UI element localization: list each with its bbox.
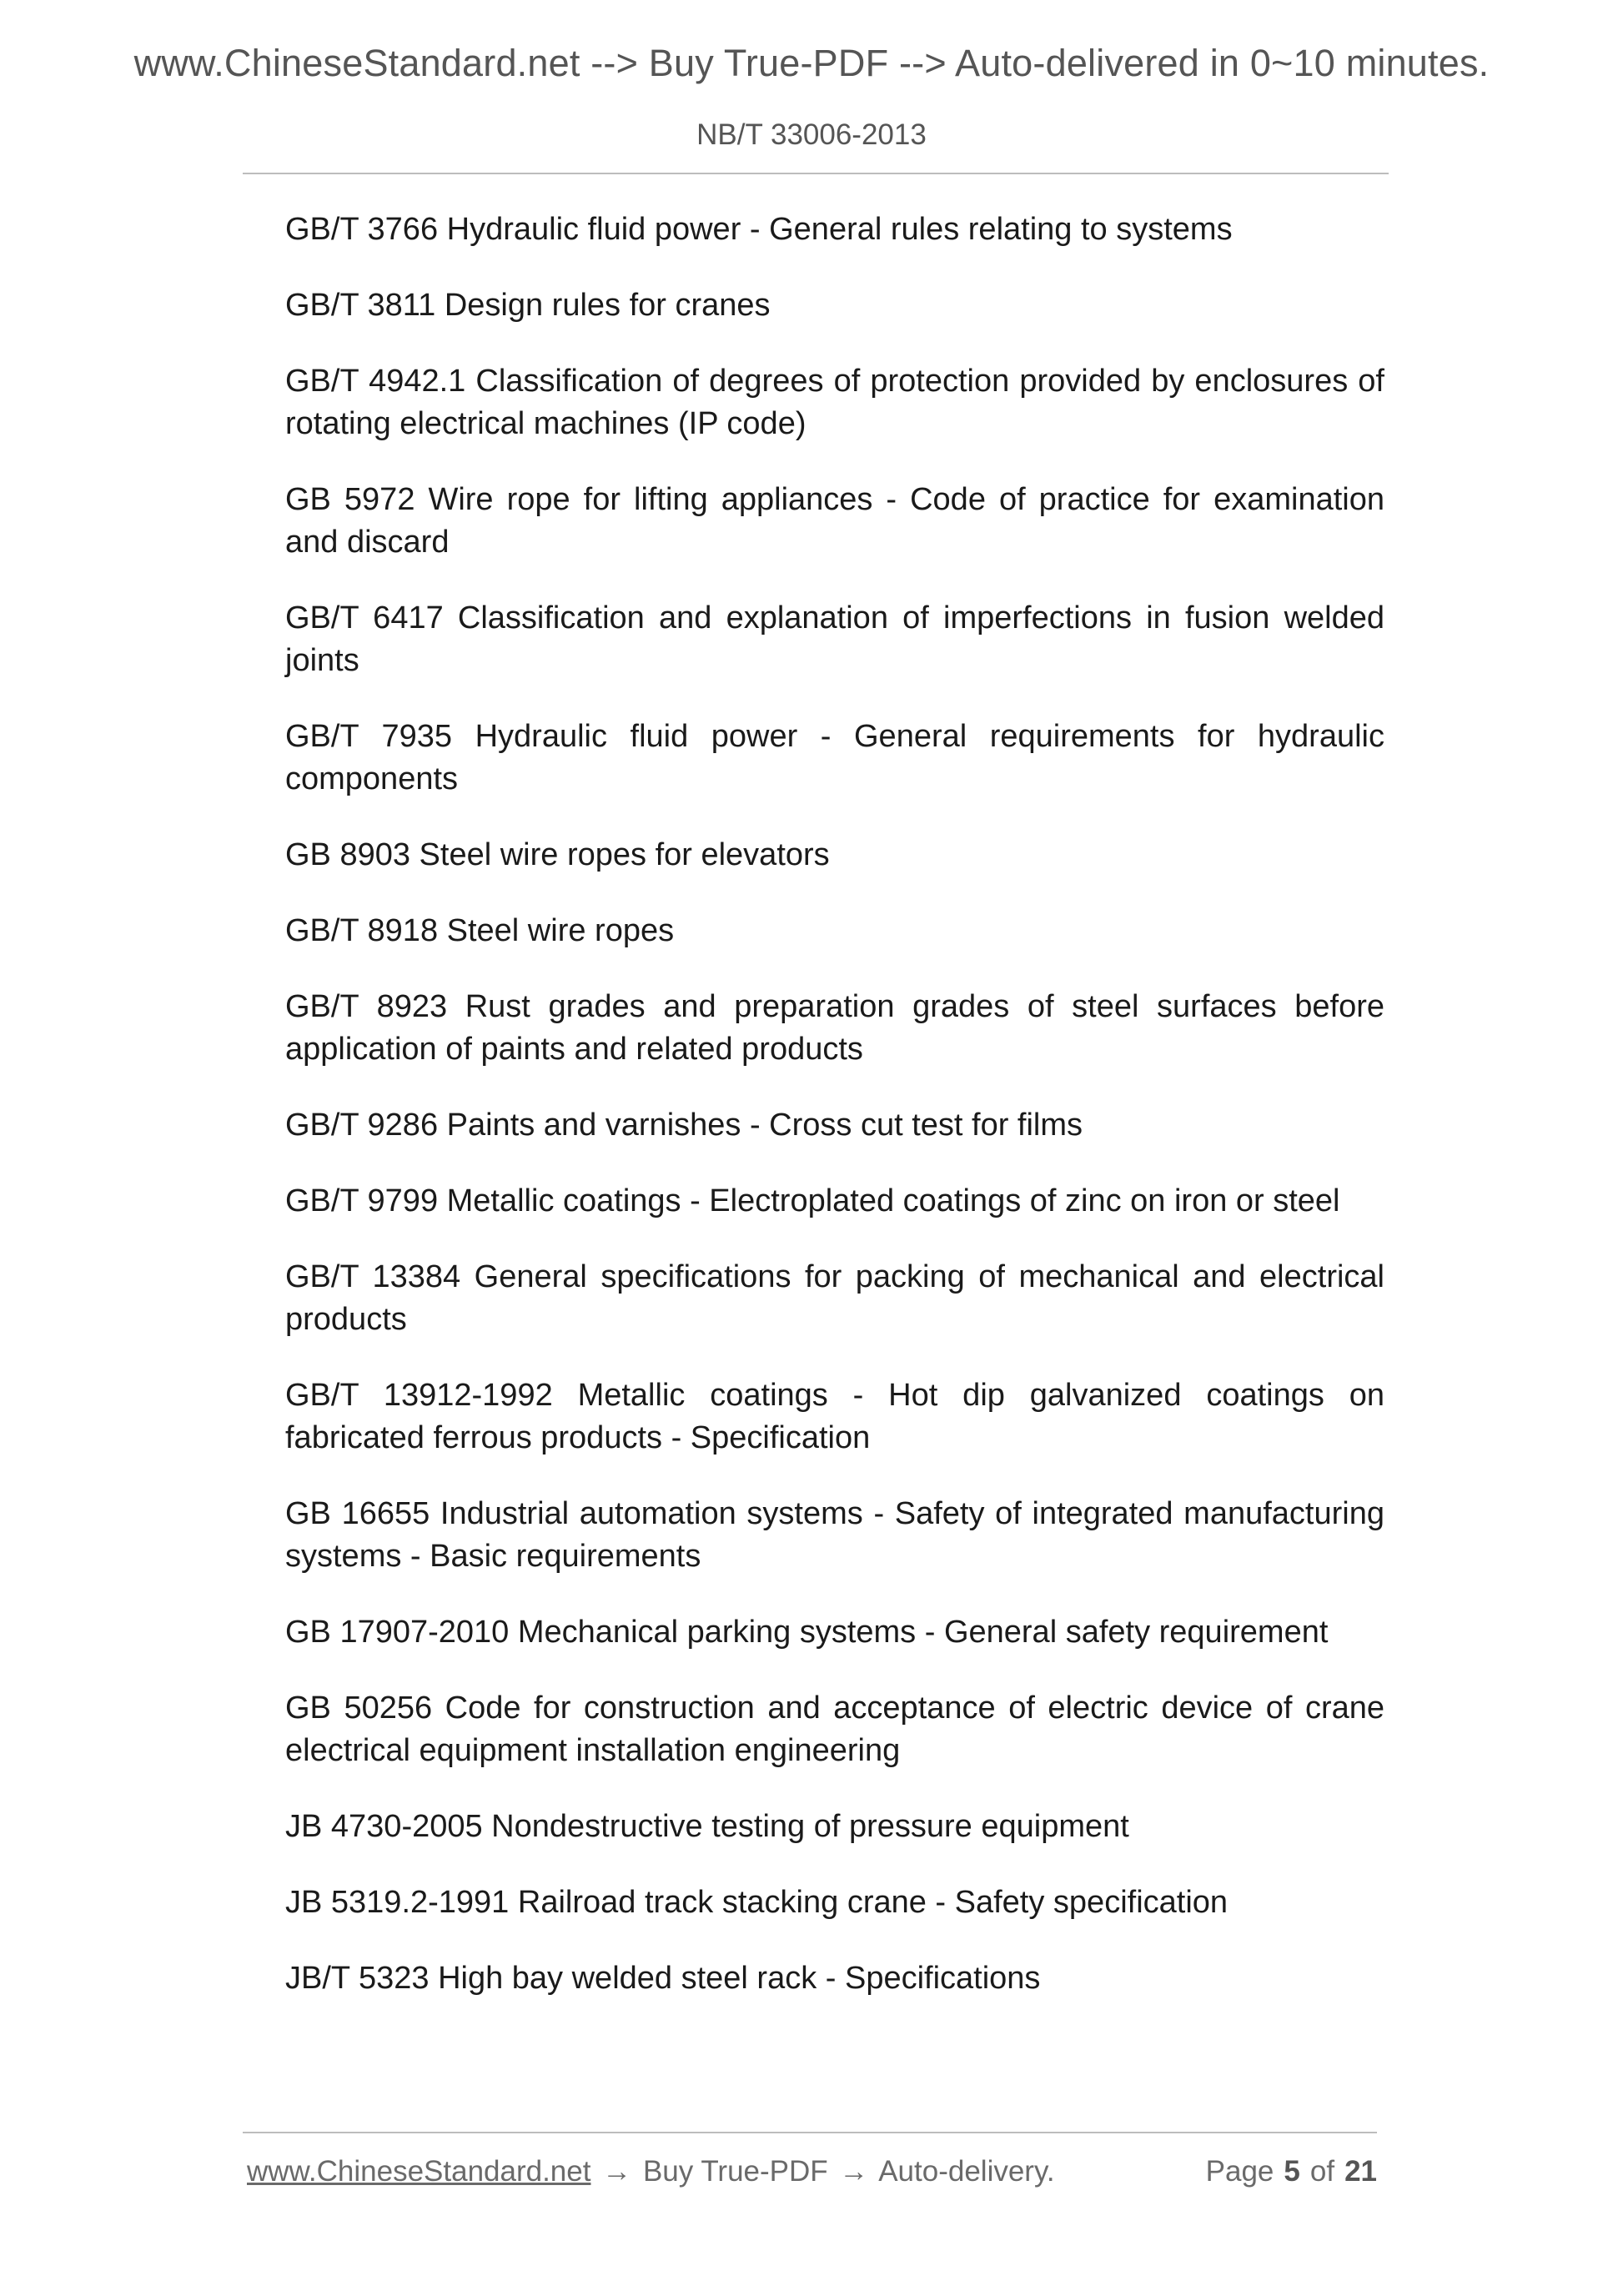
- of-label: of: [1309, 2155, 1335, 2188]
- reference-item: GB 16655 Industrial automation systems - Safety of integrated manufacturing systems - Basic requirements: [285, 1496, 1384, 1574]
- footer-promo: [247, 2155, 1055, 2188]
- reference-item: GB/T 13912-1992 Metallic coatings - Hot dip galvanized coatings on fabricated ferrous products - Specification: [285, 1378, 1384, 1455]
- arrow-right-icon: →: [602, 2155, 632, 2188]
- page-indicator: [1206, 2155, 1377, 2188]
- top-banner: www.ChineseStandard.net --> Buy True-PDF --> Auto-delivered in 0~10 minutes.: [133, 42, 1490, 84]
- buy-true-pdf-text: Buy True-PDF: [642, 2155, 828, 2188]
- reference-item: GB 8903 Steel wire ropes for elevators: [285, 837, 830, 872]
- auto-delivery-text: Auto-delivery.: [878, 2155, 1055, 2188]
- reference-item: GB 17907-2010 Mechanical parking systems - General safety requirement: [285, 1615, 1329, 1650]
- website-link[interactable]: www.ChineseStandard.net: [247, 2155, 591, 2188]
- reference-item: GB/T 6417 Classification and explanation of imperfections in fusion welded joints: [285, 600, 1384, 678]
- footer-divider: [243, 2132, 1377, 2133]
- reference-item: GB/T 3766 Hydraulic fluid power - General rules relating to systems: [285, 212, 1233, 247]
- page-label: Page: [1205, 2155, 1274, 2188]
- header-divider: [243, 173, 1389, 174]
- reference-item: JB 4730-2005 Nondestructive testing of pressure equipment: [285, 1809, 1129, 1844]
- reference-item: GB 5972 Wire rope for lifting appliances - Code of practice for examination and discard: [285, 482, 1384, 560]
- reference-item: GB/T 7935 Hydraulic fluid power - General requirements for hydraulic components: [285, 719, 1384, 796]
- reference-item: GB/T 13384 General specifications for packing of mechanical and electrical products: [285, 1259, 1384, 1337]
- reference-item: GB/T 9286 Paints and varnishes - Cross cut test for films: [285, 1108, 1083, 1143]
- document-code: NB/T 33006-2013: [696, 118, 927, 151]
- normative-references-list: [285, 208, 1384, 2033]
- reference-item: JB 5319.2-1991 Railroad track stacking crane - Safety specification: [285, 1885, 1229, 1920]
- reference-item: GB 50256 Code for construction and acceptance of electric device of crane electrical equipment installation engineering: [285, 1691, 1384, 1768]
- reference-item: GB/T 8918 Steel wire ropes: [285, 913, 675, 948]
- page-number: 5: [1284, 2155, 1300, 2188]
- total-pages: 21: [1344, 2155, 1377, 2188]
- arrow-right-icon: →: [839, 2155, 869, 2188]
- reference-item: JB/T 5323 High bay welded steel rack - Specifications: [285, 1961, 1041, 1996]
- reference-item: GB/T 9799 Metallic coatings - Electroplated coatings of zinc on iron or steel: [285, 1183, 1340, 1218]
- reference-item: GB/T 8923 Rust grades and preparation grades of steel surfaces before application of paints and related products: [285, 989, 1384, 1067]
- reference-item: GB/T 4942.1 Classification of degrees of protection provided by enclosures of rotating electrical machines (IP code): [285, 364, 1384, 441]
- reference-item: GB/T 3811 Design rules for cranes: [285, 288, 771, 323]
